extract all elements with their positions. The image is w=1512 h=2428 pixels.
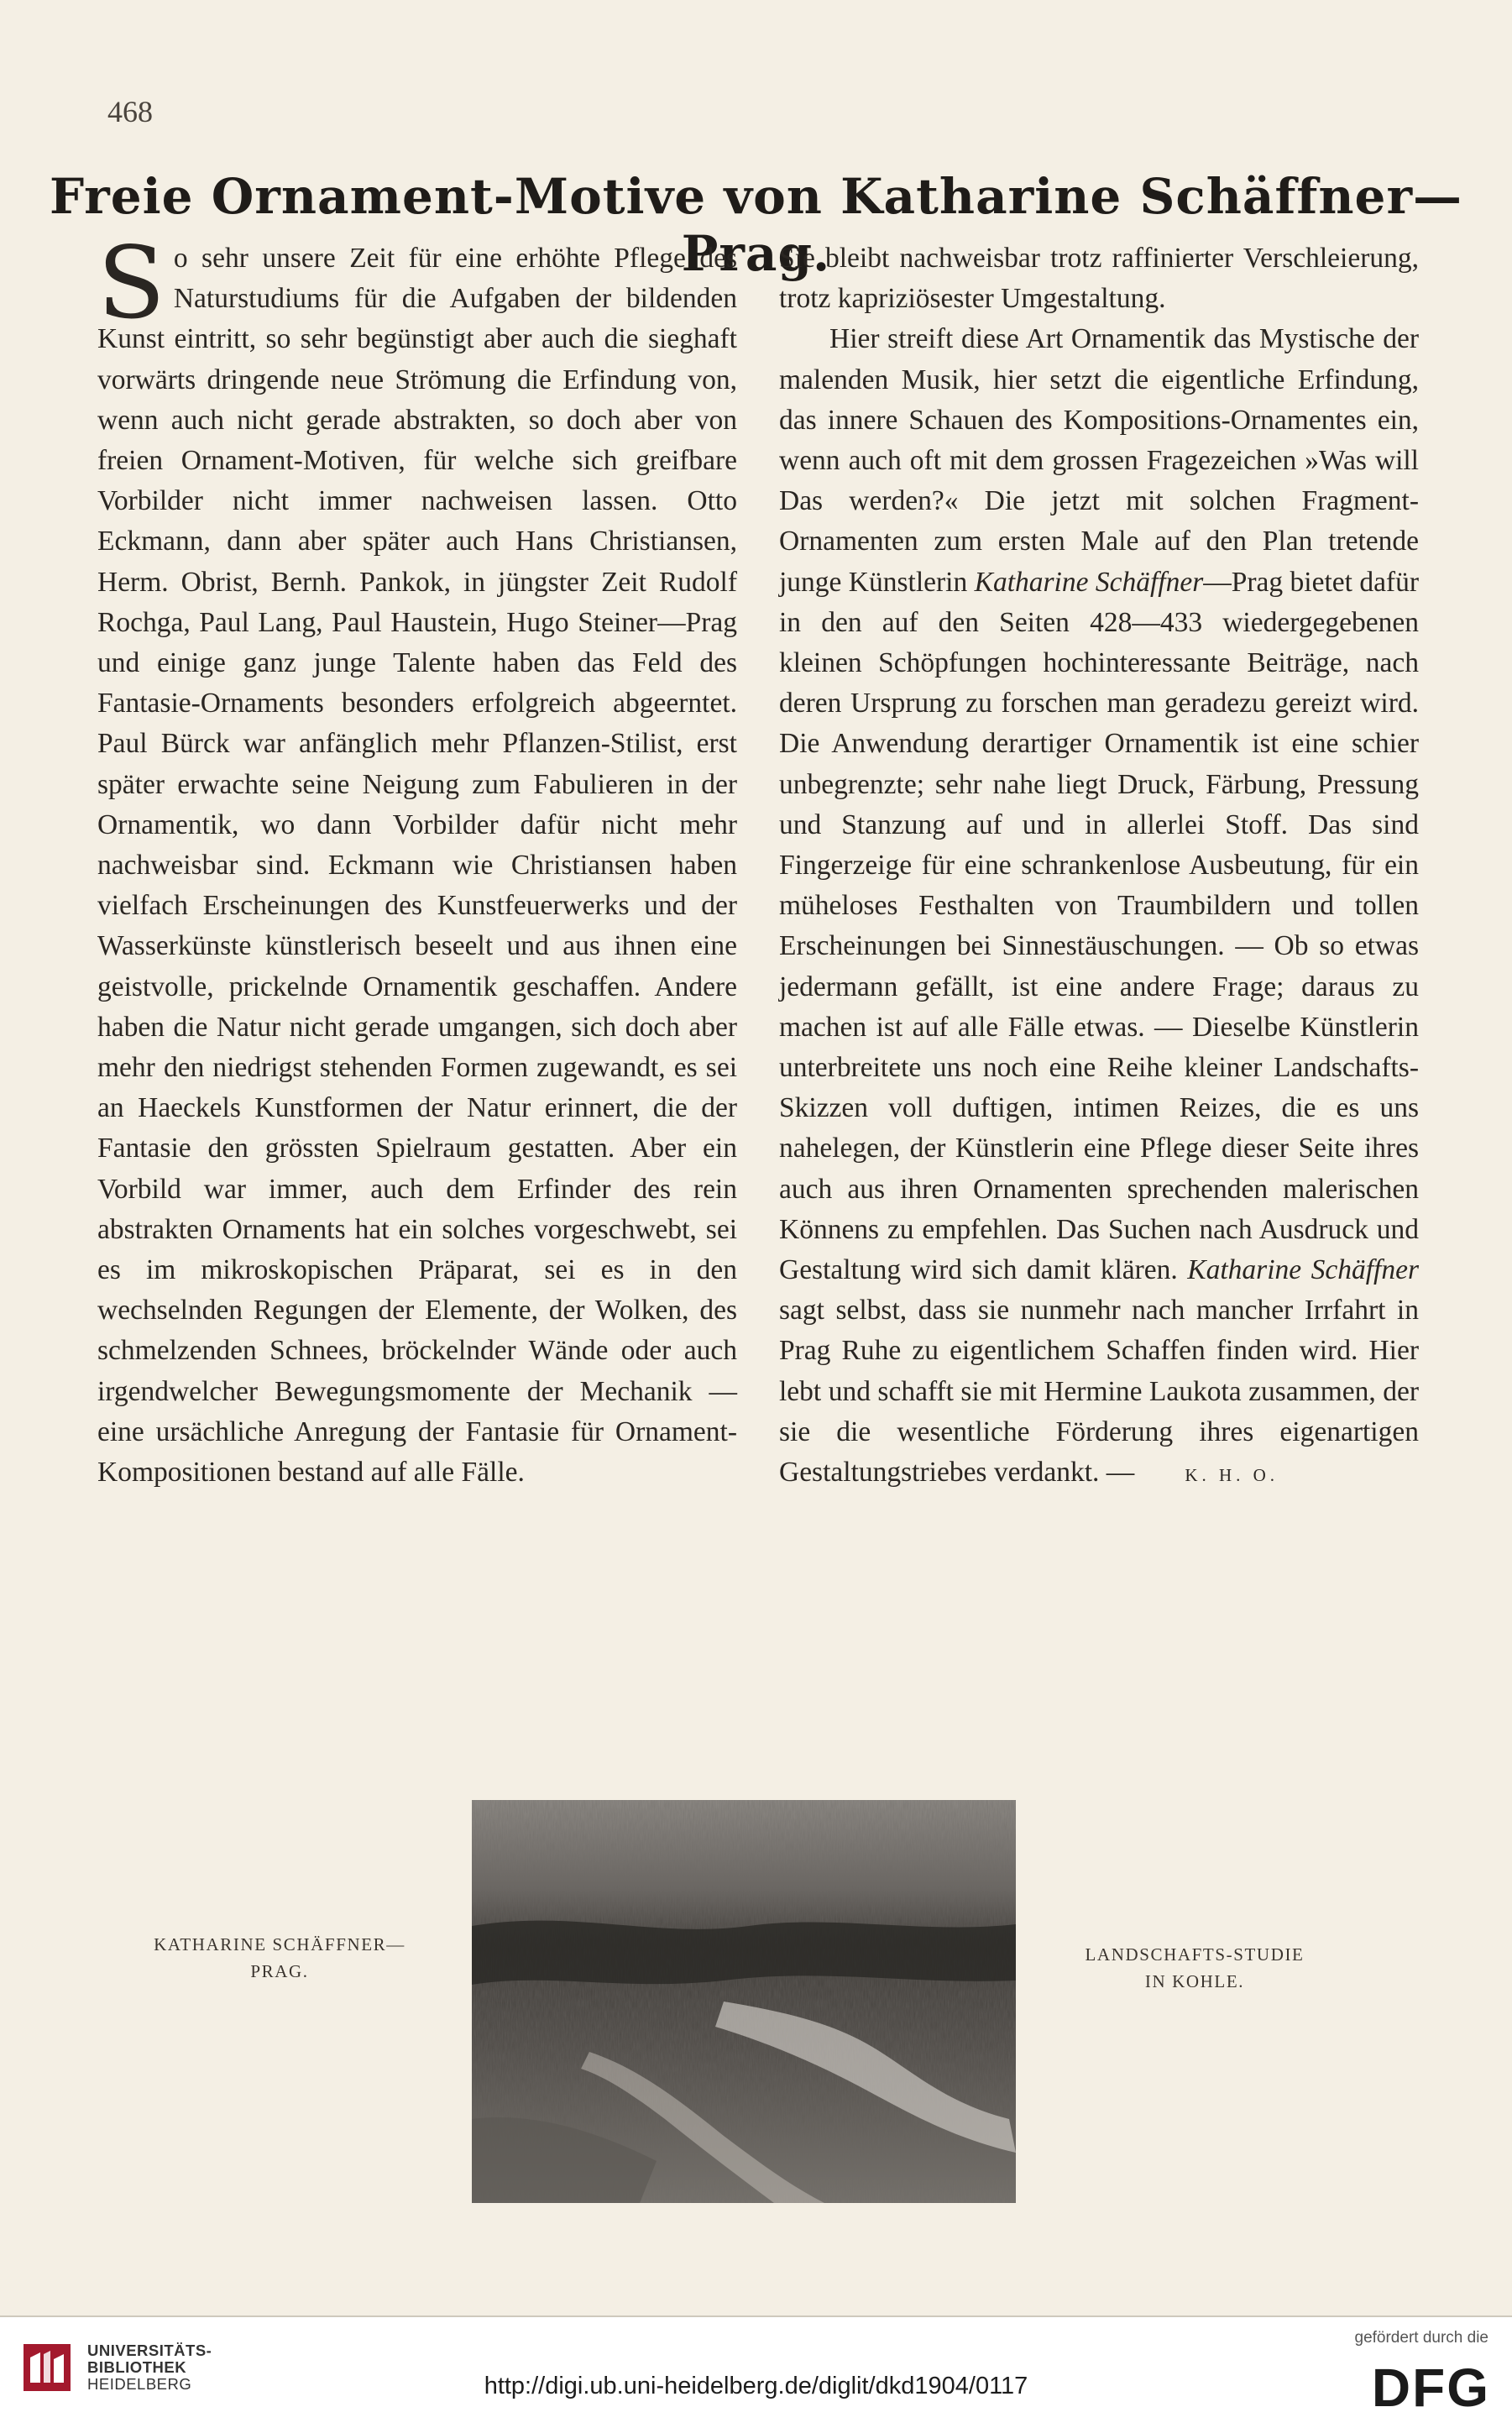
library-name-line: HEIDELBERG bbox=[87, 2375, 192, 2393]
image-caption bbox=[1056, 1941, 1333, 1995]
paragraph-text: o sehr unsere Zeit für eine erhöhte Pflege des Naturstudiums für die Aufgaben der bildenden Kunst eintritt, so sehr begünstigt aber auch die sieghaft vorwärts dringende neue Strömung die Erfindung von, wenn auch nicht gerade abstrakten, so doch aber von freien Ornament-Motiven, für welche sich greifbare Vorbilder nicht immer nachweisen lassen. Otto Eckmann, dann aber später auch Hans Christiansen, Herm. Obrist, Bernh. Pankok, in jüngster Zeit Rudolf Rochga, Paul Lang, Paul Haustein, Hugo Steiner—Prag und einige ganz junge Talente haben das Feld des Fantasie-Ornaments besonders erfolgreich abgeerntet. Paul Bürck war anfänglich mehr Pflanzen-Stilist, erst später erwachte seine Neigung zum Fabulieren in der Ornamentik, wo dann Vorbilder dafür nicht mehr nachweisbar sind. Eckmann wie Christiansen haben vielfach Erscheinungen des Kunstfeuerwerks und der Wasserkünste künstlerisch beseelt und aus ihnen eine geistvolle, prickelnde Ornamentik geschaffen. Andere haben die Natur nicht gerade umgangen, sich doch aber mehr den niedrigst stehenden Formen zugewandt, es sei an Haeckels Kunstformen der Natur erinnert, die der Fantasie den grössten Spielraum gestatten. Aber ein Vorbild war immer, auch dem Erfinder des rein abstrakten Ornaments hat ein solches vorgeschwebt, sei es im mikroskopischen Präparat, sei es in den wechselnden Regungen der Elemente, der Wolken, des schmelzenden Schnees, bröckelnder Wände oder auch irgendwelcher Bewegungsmomente der Mechanik — eine ursächliche Anregung der Fantasie für Ornament-Kompositionen bestand auf alle Fälle. bbox=[97, 243, 737, 1489]
dfg-logo[interactable]: DFG bbox=[1371, 2357, 1490, 2418]
source-url-link[interactable]: http://digi.ub.uni-heidelberg.de/diglit/dkd1904/0117 bbox=[484, 2373, 1028, 2399]
page-number: 468 bbox=[107, 95, 153, 128]
drop-cap: S bbox=[97, 225, 165, 341]
artist-name: Katharine Schäffner bbox=[974, 566, 1204, 598]
paragraph-text: sagt selbst, dass sie nunmehr nach mancher Irrfahrt in Prag Ruhe zu eigentlichem Schaffen finden wird. Hier lebt und schafft sie mit Hermine Laukota zusammen, der sie die wesentliche Förderung ihres eigenartigen Gestaltungstriebes verdankt. — bbox=[779, 1295, 1419, 1489]
paragraph: Sie bleibt nachweisbar trotz raffinierter Verschleierung, trotz kapriziösester Umgestaltung. bbox=[779, 243, 1419, 315]
right-column bbox=[779, 238, 1419, 1495]
caption-line: LANDSCHAFTS-STUDIE bbox=[1085, 1944, 1305, 1965]
library-name-line: BIBLIOTHEK bbox=[87, 2358, 187, 2376]
paragraph-text: Hier streift diese Art Ornamentik das Mystische der malenden Musik, hier setzt die eigentliche Erfindung, das innere Schauen des Kompositions-Ornamentes ein, wenn auch oft mit dem grossen Fragezeichen »Was will Das werden?« Die jetzt mit solchen Fragment-Ornamenten zum ersten Male auf den Plan tretende junge Künstlerin bbox=[779, 323, 1419, 598]
paragraph bbox=[779, 319, 1419, 1495]
paragraph bbox=[97, 225, 737, 1493]
image-caption bbox=[124, 1931, 435, 1985]
left-column bbox=[97, 225, 737, 1493]
page-title: Freie Ornament-Motive von Katharine Schäffner—Prag. bbox=[50, 168, 1462, 282]
landscape-sketch-image bbox=[472, 1800, 1016, 2203]
caption-line: PRAG. bbox=[250, 1961, 309, 1981]
author-signature: K. H. O. bbox=[1185, 1465, 1279, 1486]
paragraph-text: —Prag bietet dafür in den auf den Seiten 428—433 wiedergegebenen kleinen Schöpfungen hochinteressante Beiträge, nach deren Ursprung zu forschen man geradezu gereizt wird. Die Anwendung derartiger Ornamentik ist eine schier unbegrenzte; sehr nahe liegt Druck, Färbung, Pressung und Stanzung auf und in allerlei Stoff. Das sind Fingerzeige für eine schrankenlose Ausbeutung, für ein müheloses Festhalten von Traumbildern und tollen Erscheinungen bei Sinnestäuschungen. — Ob so etwas jedermann gefällt, ist eine andere Frage; daraus zu machen ist auf alle Fälle etwas. — Dieselbe Künstlerin unterbreitete uns noch eine Reihe kleiner Landschafts-Skizzen voll duftigen, intimen Reizes, die es uns nahelegen, der Künstlerin eine Pflege dieser Seite ihres auch aus ihren Ornamenten sprechenden malerischen Könnens zu empfehlen. Das Suchen nach Ausdruck und Gestaltung wird sich damit klären. bbox=[779, 566, 1419, 1286]
caption-line: IN KOHLE. bbox=[1144, 1971, 1245, 1991]
caption-line: KATHARINE SCHÄFFNER— bbox=[154, 1934, 405, 1954]
library-name-line: UNIVERSITÄTS- bbox=[87, 2342, 212, 2359]
artist-name: Katharine Schäffner bbox=[1187, 1254, 1419, 1286]
funding-note: gefördert durch die bbox=[1354, 2329, 1488, 2347]
